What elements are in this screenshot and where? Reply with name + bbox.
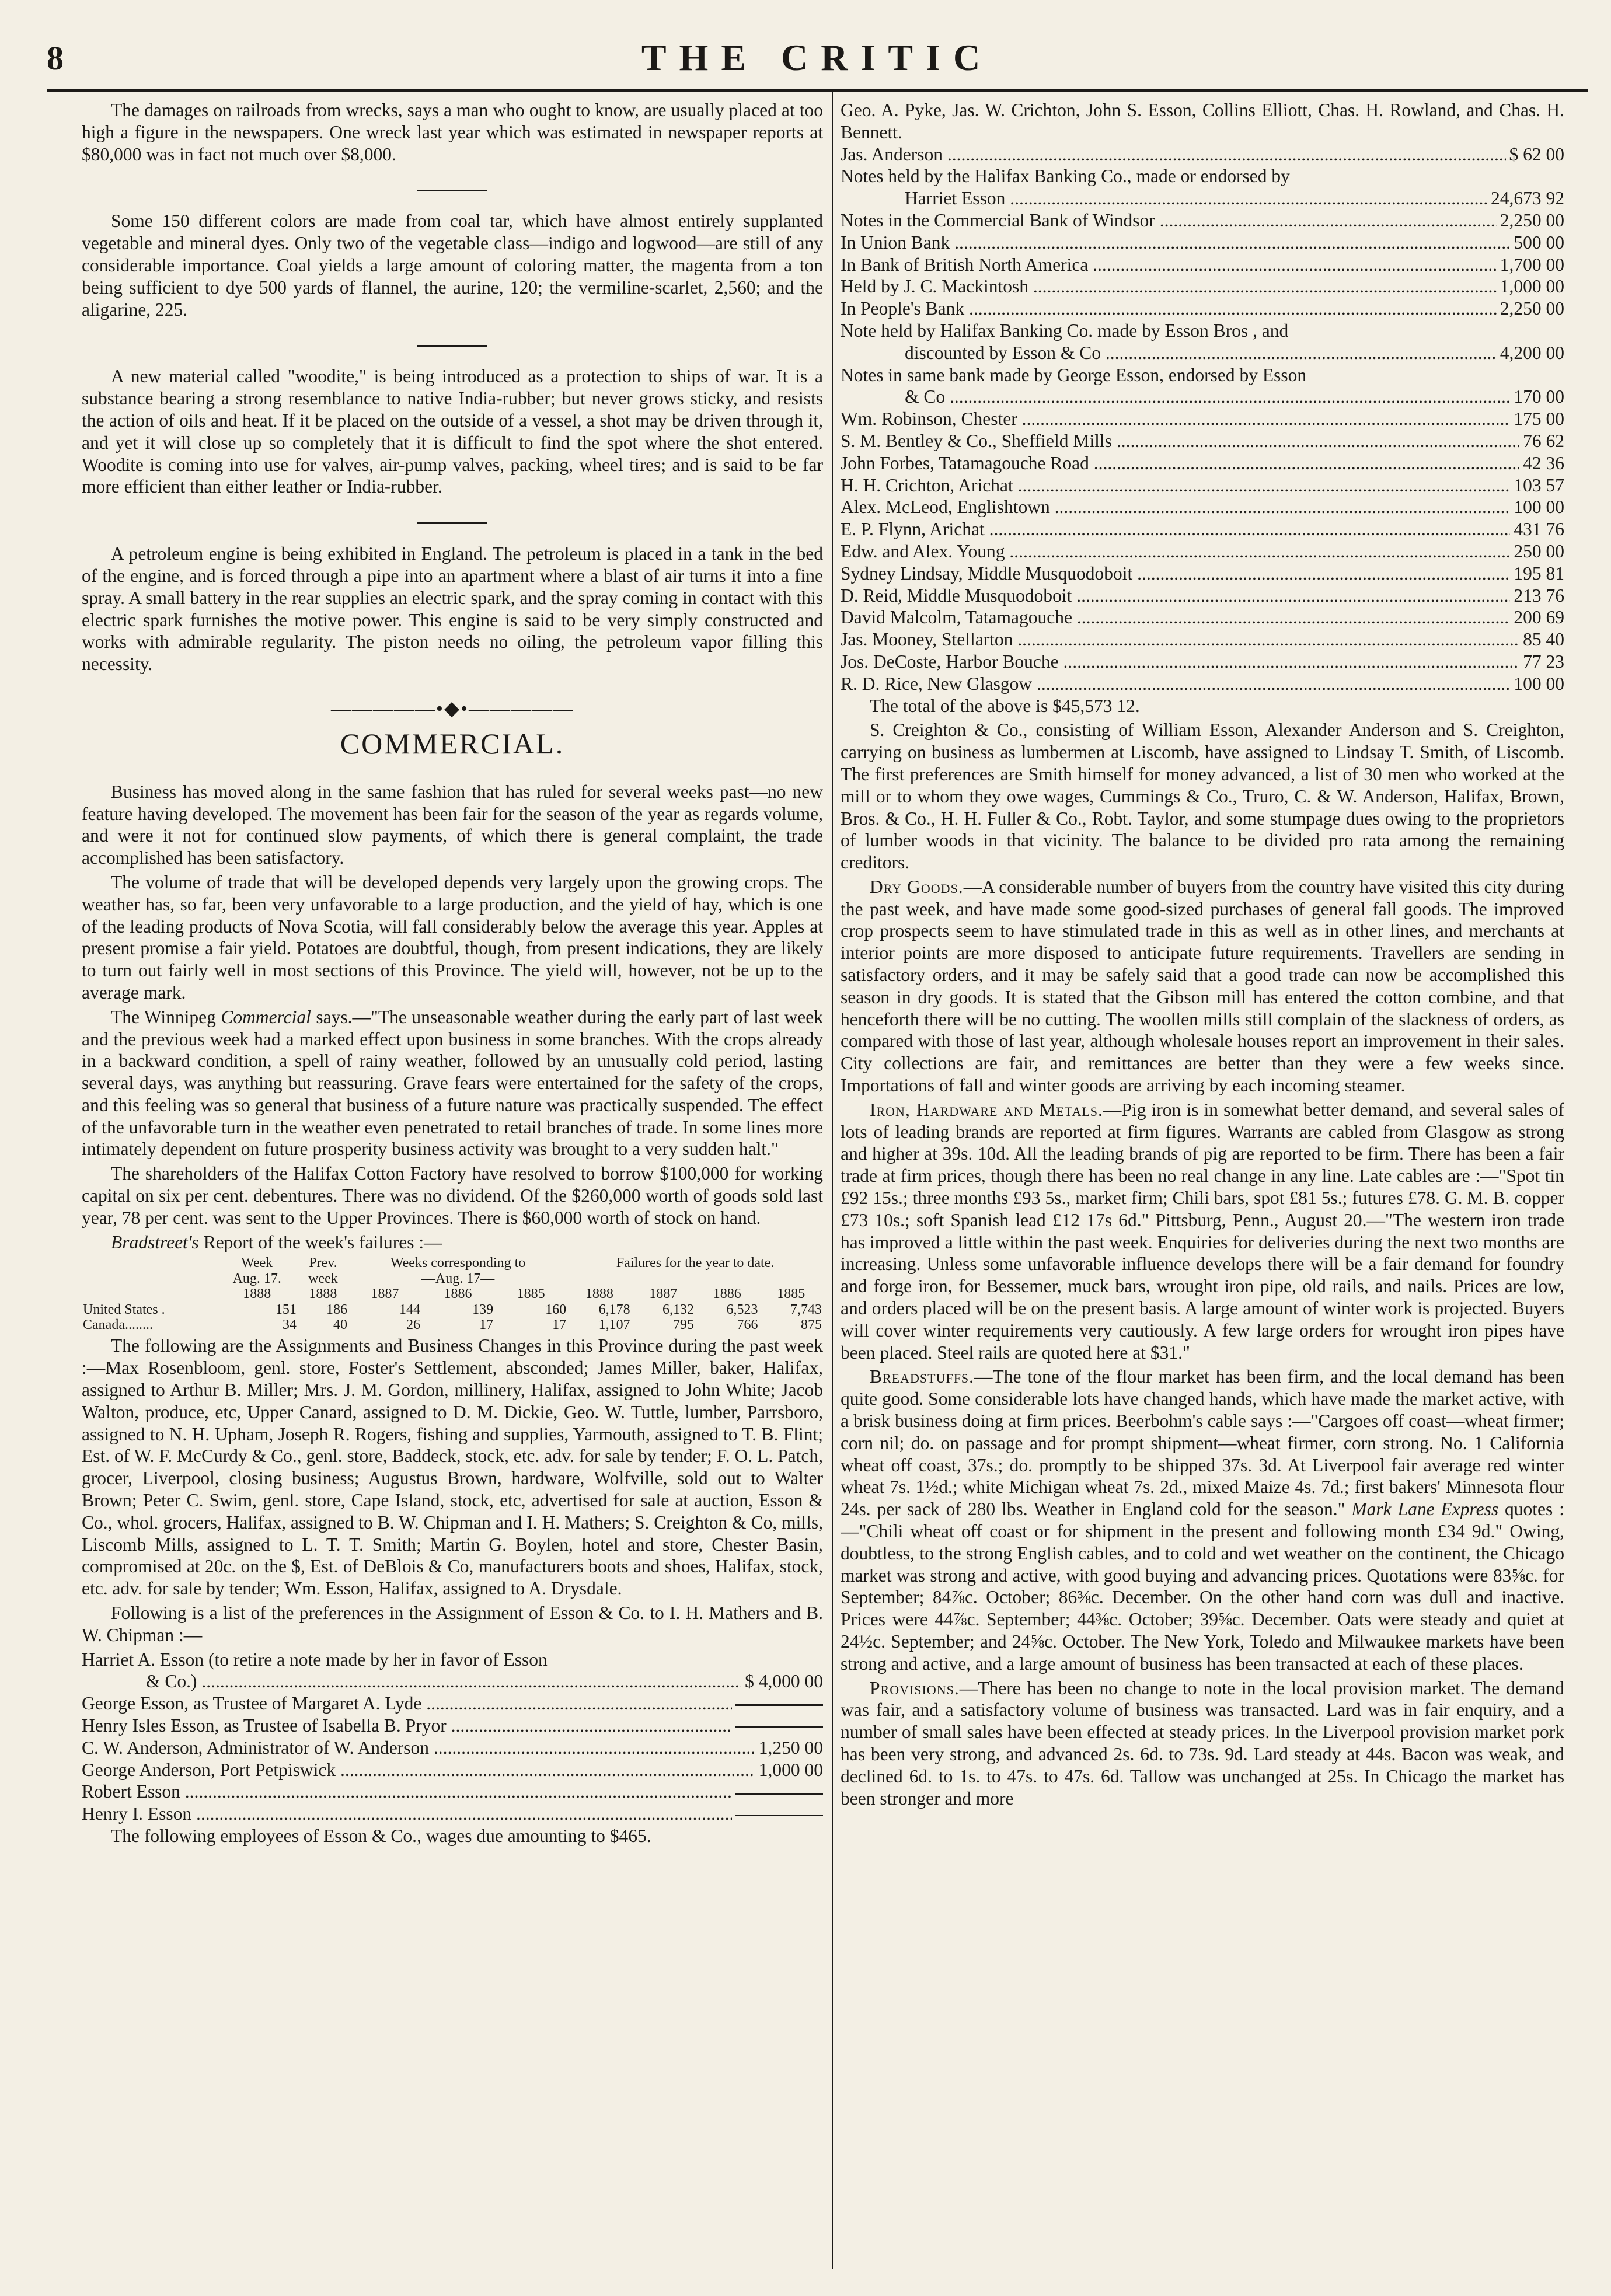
commercial-paragraph: The volume of trade that will be developed depends very largely upon the growing crops. The weather has, so far, been very unfavorable to a large production, and the yield of hay, which is one of the leading products of Nova Scotia, will fall considerably below the average this year. Apples at present promise a fair yield. Potatoes are doubtful, though, from present indications, they are likely to turn out fairly well in most sections of this Province. The yield will, however, not be up to the average mark.: [82, 871, 823, 1003]
list-item: Harriet A. Esson (to retire a note made by her in favor of Esson: [82, 1649, 548, 1670]
dash-rule: [735, 1726, 823, 1728]
bradstreet-source: Bradstreet's: [111, 1231, 199, 1252]
list-item: Henry I. Esson .....: [82, 1803, 823, 1825]
article-separator: [417, 522, 487, 524]
dash-rule: [735, 1815, 823, 1816]
bradstreet-intro: Bradstreet's Report of the week's failures :—: [111, 1231, 442, 1252]
header-rule: [47, 89, 1588, 92]
ledger-total: The total of the above is $45,573 12.: [870, 695, 1140, 716]
dash-rule: [735, 1704, 823, 1706]
list-item: S. M. Bentley & Co., Sheffield Mills ..... 76 62: [841, 430, 1564, 452]
table-row: United States . 151 186 144 139 160 6,178 6,132 6,523 7,743: [83, 1301, 822, 1317]
list-item: R. D. Rice, New Glasgow ..... 100 00: [841, 673, 1564, 695]
iron-heading: Iron, Hardware and Metals.: [870, 1099, 1103, 1120]
list-item: Jos. DeCoste, Harbor Bouche ..... 77 23: [841, 651, 1564, 673]
list-item: In People's Bank ..... 2,250 00: [841, 298, 1564, 320]
article-woodite: A new material called "woodite," is being introduced as a protection to ships of war. It is a substance bearing a strong resemblance to native India-rubber; but never grows sticky, and resists the action of oils and heat. If it be placed on the outside of a vessel, a shot may be driven through it, and yet it will close up so completely that it is difficult to find the spot where the shot entered. Woodite is coming into use for valves, air-pump valves, packing, wheel tires; and is said to be far more efficient than either leather or India-rubber.: [82, 366, 823, 497]
list-item: Sydney Lindsay, Middle Musquodoboit ..... 195 81: [841, 563, 1564, 585]
employees-names: Geo. A. Pyke, Jas. W. Crichton, John S. Esson, Collins Elliott, Chas. H. Rowland, and Chas. H. Bennett.: [841, 100, 1564, 142]
left-column: [82, 99, 823, 2259]
list-item: Notes in same bank made by George Esson, endorsed by Esson: [841, 364, 1307, 385]
article-railroad-damages: The damages on railroads from wrecks, says a man who ought to know, are usually placed at too high a figure in the newspapers. One wreck last year which was estimated in newspaper reports at $80,000 was in fact not much over $8,000.: [82, 100, 823, 165]
list-item: & Co ..... 170 00: [841, 386, 1564, 408]
commercial-heading: COMMERCIAL.: [340, 727, 565, 760]
list-item: Henry Isles Esson, as Trustee of Isabella B. Pryor .....: [82, 1715, 823, 1737]
failures-year-row: 1888 1888 1887 1886 1885 1888 1887 1886 1885: [243, 1286, 806, 1302]
preferences-list: [82, 1649, 823, 1825]
provisions-heading: Provisions.: [870, 1677, 960, 1698]
creighton-paragraph: S. Creighton & Co., consisting of William Esson, Alexander Anderson and S. Creighton, carrying on business as lumbermen at Liscomb, have assigned to Lindsay T. Smith, of Liscomb. The first preferences are Smith himself for money advanced, a list of 30 men who worked at the mill or to whom they owe wages, Cummings & Co., Truro, C. & W. Anderson, Halifax, Brown, Bros. & Co., H. H. Fuller & Co., Robt. Taylor, and some stumpage dues owing to the proprietors of lumber woods in that vicinity. The balance to be divided pro rata among the remaining creditors.: [841, 720, 1564, 873]
list-item: Edw. and Alex. Young ..... 250 00: [841, 540, 1564, 563]
list-item: Robert Esson .....: [82, 1781, 823, 1803]
list-item: Jas. Anderson ..... $ 62 00: [841, 144, 1564, 166]
page-number: 8: [47, 39, 64, 77]
list-item: discounted by Esson & Co ..... 4,200 00: [841, 342, 1564, 364]
list-item: In Union Bank ..... 500 00: [841, 232, 1564, 254]
article-separator: [417, 345, 487, 347]
breadstuffs-source: Mark Lane Express: [1351, 1499, 1499, 1520]
table-row: Canada........ 34 40 26 17 17 1,107 795 766 875: [83, 1317, 822, 1333]
winnipeg-source: Commercial: [221, 1006, 311, 1027]
employees-line: The following employees of Esson & Co., wages due amounting to $465.: [111, 1825, 651, 1846]
page-header: [47, 34, 1588, 90]
masthead-title: THE CRITIC: [641, 37, 993, 78]
failures-table: [82, 1255, 823, 1332]
list-item: Held by J. C. Mackintosh ..... 1,000 00: [841, 275, 1564, 298]
article-petroleum-engine: A petroleum engine is being exhibited in England. The petroleum is placed in a tank in the bed of the engine, and is forced through a pipe into an apartment where a blast of air turns it into a fine spray. A small battery in the rear supplies an electric spark, and the spray coming in contact with this electric spark furnishes the motive power. This engine is said to be very simply constructed and works with admirable regularity. The piston needs no oiling, the petroleum vapor filling this necessity.: [82, 543, 823, 675]
creditors-ledger: [841, 144, 1564, 695]
provisions-paragraph: Provisions.—There has been no change to note in the local provision market. The demand was fair, and a satisfactory volume of business was transacted. Lard was in fair enquiry, and a number of small sales have been effected at steady prices. In the Liverpool provision market pork has been very strong, and advanced 2s. 6d. to 73s. 9d. Lard steady at 44s. Bacon was weak, and declined 6d. to 1s. to 47s. to 47s. 6d. Tallow was unchanged at 25s. In Chicago the market has been stronger and more: [841, 1677, 1564, 1809]
list-item: D. Reid, Middle Musquodoboit ..... 213 76: [841, 585, 1564, 607]
list-item: George Anderson, Port Petpiswick ..... 1,000 00: [82, 1759, 823, 1781]
cotton-factory-paragraph: The shareholders of the Halifax Cotton Factory have resolved to borrow $100,000 for working capital on six per cent. debentures. There was no dividend. Of the $260,000 worth of goods sold last year, 78 per cent. was sent to the Upper Provinces. There is $60,000 worth of stock on hand.: [82, 1163, 823, 1228]
column-divider: [832, 92, 833, 2269]
list-item: David Malcolm, Tatamagouche ..... 200 69: [841, 606, 1564, 629]
preferences-intro: Following is a list of the preferences in the Assignment of Esson & Co. to I. H. Mathers and B. W. Chipman :—: [82, 1602, 823, 1645]
section-ornament: —————•◆•—————: [331, 697, 574, 720]
breadstuffs-paragraph: Breadstuffs.—The tone of the flour market has been firm, and the local demand has been quite good. Some considerable lots have changed hands, which have made the market active, with a brisk business doing at firm prices. Beerbohm's cable says :—"Cargoes off coast—wheat firmer; corn nil; do. on passage and for prompt shipment—wheat firmer, corn strong. No. 1 California wheat off coast, 37s.; do. promptly to be shipped 37s. 3d. At Liverpool fair average red winter wheat 7s. 1½d.; white Michigan wheat 7s. 2d., mixed Maize 4s. 7d.; first bakers' Minnesota flour 24s. per sack of 280 lbs. Weather in England cold for the season." Mark Lane Express quotes :—"Chili wheat off coast or for shipment in the present and following month £34 9d." Owing, doubtless, to the strong English cables, and to cold and wet weather on the continent, the Chicago market was strong and active, with good buying and advancing prices. Quotations were 83⅝c. for September; 84⅞c. October; 86⅜c. December. On the other hand corn was dull and inactive. Prices were 44⅞c. September; 44⅜c. October; 39⅝c. December. Oats were steady and quiet at 24½c. September; and 24⅝c. October. The New York, Toledo and Milwaukee markets have been strong and active, and a large amount of business has been transacted at each of these places.: [841, 1366, 1564, 1674]
dash-rule: [735, 1793, 823, 1795]
list-item: In Bank of British North America ..... 1,700 00: [841, 254, 1564, 276]
dry-goods-paragraph: Dry Goods.—A considerable number of buyers from the country have visited this city during the past week, and have made some good-sized purchases of general fall goods. The improved crop prospects seem to have stimulated trade in this as well as in other lines, and merchants at interior points are more disposed to anticipate future requirements. Travellers are sending in satisfactory orders, and it may be safely said that a good trade can now be accomplished this season in dry goods. It is stated that the Gibson mill has entered the cotton combine, and that henceforth there will be no cutting. The woollen mills still complain of the slackness of orders, as compared with those of last year, although wholesale houses report an improvement in their sales. City collections are fair, and remittances are better than they were a few weeks since. Importations of fall and winter goods are arriving by each incoming steamer.: [841, 876, 1564, 1096]
list-item: H. H. Crichton, Arichat ..... 103 57: [841, 474, 1564, 497]
list-item: Note held by Halifax Banking Co. made by Esson Bros , and: [841, 320, 1289, 341]
list-item: John Forbes, Tatamagouche Road ..... 42 36: [841, 452, 1564, 474]
right-column: [841, 99, 1564, 2282]
article-separator: [417, 190, 487, 191]
list-item: Notes held by the Halifax Banking Co., made or endorsed by: [841, 166, 1290, 187]
assignments-paragraph: The following are the Assignments and Business Changes in this Province during the past week :—Max Rosenbloom, genl. store, Foster's Settlement, absconded; James Miller, baker, Halifax, assigned to Arthur B. Miller; Mrs. J. M. Gordon, millinery, Halifax, assigned to John White; Jacob Walton, produce, etc, Upper Canard, assigned to D. M. Dickie, Geo. W. Tuttle, lumber, Parrsboro, assigned to N. H. Upham, Joseph R. Rogers, fishing and supplies, Yarmouth, assigned to T. B. Flint; Est. of W. F. McCurdy & Co., genl. store, Baddeck, stock, etc. adv. for sale by tender; F. O. L. Patch, grocer, Liverpool, closing business; Augustus Brown, hardware, Wolfville, sold out to Walter Brown; Peter C. Swim, genl. store, Cape Island, stock, etc, advertised for sale at auction, Esson & Co., whol. grocers, Halifax, assigned to B. W. Chipman and I. H. Mathers; S. Creighton & Co, mills, Liscomb Mills, assigned to L. T. T. Smith; Martin G. Boylen, hotel and store, Chester Basin, compromised at 20c. on the $, Est. of DeBlois & Co, manufacturers boots and shoes, Halifax, stock, etc. adv. for sale by tender; Wm. Esson, Halifax, assigned to A. Drysdale.: [82, 1335, 823, 1599]
list-item: Notes in the Commercial Bank of Windsor ..... 2,250 00: [841, 210, 1564, 232]
list-item: E. P. Flynn, Arichat ..... 431 76: [841, 518, 1564, 540]
list-item: & Co.) ..... $ 4,000 00: [82, 1670, 823, 1693]
dry-goods-heading: Dry Goods.: [870, 876, 964, 897]
article-coal-tar-colors: Some 150 different colors are made from coal tar, which have almost entirely supplanted vegetable and mineral dyes. Only two of the vegetable class—indigo and logwood—are still of any considerable importance. Coal yields a large amount of coloring matter, the magenta from a ton being sufficient to dye 500 yards of flannel, the aurine, 120; the vermiline-scarlet, 2,560; and the aligarine, 225.: [82, 211, 823, 320]
winnipeg-paragraph: The Winnipeg Commercial says.—"The unseasonable weather during the early part of last week and the previous week had a marked effect upon business in some branches. With the crops already in a backward condition, a spell of rainy weather, followed by an unusually cold period, lasting several days, was anything but reassuring. Grave fears were entertained for the safety of the crops, and this feeling was so general that business of a future nature was practically suspended. The effect of the unfavorable turn in the weather even penetrated to retail branches of trade. In some lines more intimately dependent on future prosperity business activity was brought to a very sudden halt.": [82, 1006, 823, 1160]
list-item: C. W. Anderson, Administrator of W. Anderson ..... 1,250 00: [82, 1737, 823, 1759]
commercial-paragraph: Business has moved along in the same fashion that has ruled for several weeks past—no new feature having developed. The movement has been fair for the season of the year as regards volume, and were it not for continued slow payments, of which there is general complaint, the trade accomplished has been satisfactory.: [82, 781, 823, 868]
list-item: Wm. Robinson, Chester ..... 175 00: [841, 408, 1564, 430]
failures-header-row: Aug. 17. week —Aug. 17—: [232, 1271, 495, 1286]
iron-paragraph: Iron, Hardware and Metals.—Pig iron is in somewhat better demand, and several sales of lots of leading brands are reported at firm figures. Warrants are cabled from Glasgow as strong and higher at 39s. 10d. All the leading brands of pig are reported to be firm. There has been a fair trade at firm prices, though there has been no real change in any line. Late cables are :—"Spot tin £92 15s.; three months £93 5s., market firm; Chili bars, spot £81 5s.; futures £78. G. M. B. copper £73 10s.; soft Spanish lead £12 17s 6d." Pittsburg, Penn., August 20.—"The western iron trade has improved a little within the past week. Enquiries for deliveries during the next two months are increasing. Unless some unfavorable influence develops there will be a fair demand for foundry and forge iron, for Bessemer, muck bars, wrought iron pipe, old rails, and nails. Prices are low, and orders placed will be on the present basis. A large amount of winter work is projected. Buyers will cover winter requirements very cautiously. A few large orders for wrought iron pipes have been placed. Steel rails are quoted here at $31.": [841, 1099, 1564, 1363]
breadstuffs-heading: Breadstuffs.: [870, 1366, 975, 1387]
list-item: Jas. Mooney, Stellarton ..... 85 40: [841, 629, 1564, 651]
failures-header-row: Week Prev. Weeks corresponding to Failures for the year to date.: [241, 1255, 775, 1271]
list-item: Harriet Esson ..... 24,673 92: [841, 187, 1564, 210]
list-item: George Esson, as Trustee of Margaret A. Lyde .....: [82, 1693, 823, 1715]
list-item: Alex. McLeod, Englishtown ..... 100 00: [841, 496, 1564, 518]
